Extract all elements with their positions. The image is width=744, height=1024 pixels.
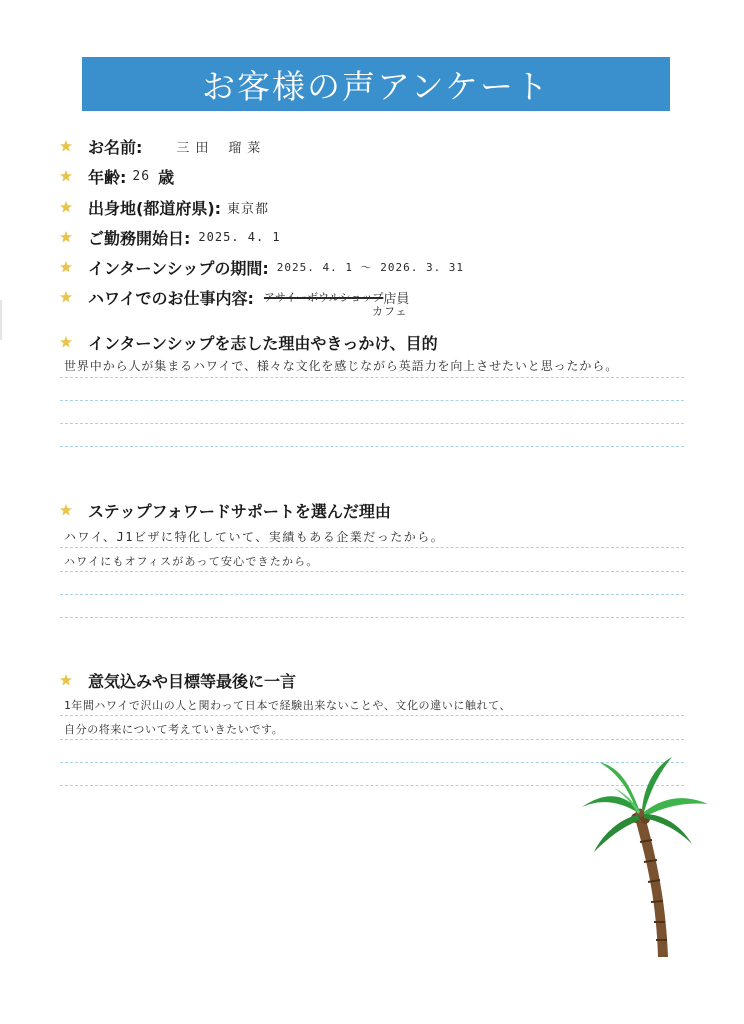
- ruled-line: [60, 446, 684, 447]
- section-message-heading: [60, 667, 296, 693]
- field-age-label: 年齢:: [88, 167, 127, 187]
- field-hometown: [60, 194, 269, 220]
- ruled-line: [60, 617, 684, 618]
- field-name-value: 三田 瑠菜: [176, 140, 267, 156]
- ruled-line: [60, 400, 684, 401]
- section-company-answer-2: ハワイにもオフィスがあって安心できたから。: [64, 555, 319, 568]
- field-period-label: インターンシップの期間:: [88, 258, 269, 278]
- ruled-line: [60, 423, 684, 424]
- section-reason-title: インターンシップを志した理由やきっかけ、目的: [88, 333, 438, 353]
- title-banner: [82, 57, 670, 111]
- field-name: [60, 133, 266, 159]
- field-hometown-label: 出身地(都道府県):: [88, 198, 222, 218]
- star-icon: [60, 674, 72, 686]
- star-icon: [60, 201, 72, 213]
- field-hometown-value: 東京都: [227, 201, 270, 217]
- field-job-struck-value: アサイーボウルショップ: [263, 291, 384, 304]
- star-icon: [60, 140, 72, 152]
- field-age: [60, 163, 174, 189]
- palm-tree-icon: [574, 752, 714, 962]
- section-message-answer-1: 1年間ハワイで沢山の人と関わって日本で経験出来ないことや、文化の違いに触れて、: [64, 699, 512, 712]
- field-job-correction: カフェ: [372, 305, 408, 318]
- field-start-date-value: 2025. 4. 1: [198, 230, 281, 244]
- field-job-label: ハワイでのお仕事内容:: [88, 288, 254, 308]
- field-start-date-label: ご勤務開始日:: [88, 228, 191, 248]
- field-period-value: 2025. 4. 1 〜 2026. 3. 31: [276, 261, 465, 274]
- star-icon: [60, 170, 72, 182]
- ruled-line: [60, 715, 684, 716]
- star-icon: [60, 336, 72, 348]
- section-company-title: ステップフォワードサポートを選んだ理由: [88, 501, 391, 521]
- star-icon: [60, 261, 72, 273]
- field-age-unit: 歳: [158, 167, 175, 187]
- section-reason-heading: [60, 329, 438, 355]
- ruled-line: [60, 739, 684, 740]
- ruled-line: [60, 377, 684, 378]
- field-start-date: [60, 224, 281, 250]
- star-icon: [60, 291, 72, 303]
- ruled-line: [60, 571, 684, 572]
- field-period: [60, 254, 464, 280]
- star-icon: [60, 231, 72, 243]
- ruled-line: [60, 594, 684, 595]
- section-company-heading: [60, 497, 391, 523]
- page-title: お客様の声アンケート: [201, 66, 551, 106]
- field-name-label: お名前:: [88, 137, 143, 157]
- ruled-line: [60, 547, 684, 548]
- field-job: [60, 284, 409, 310]
- scan-edge-mark: [0, 300, 2, 340]
- section-message-answer-2: 自分の将来について考えていきたいです。: [64, 723, 284, 736]
- star-icon: [60, 504, 72, 516]
- section-reason-answer-1: 世界中から人が集まるハワイで、様々な文化を感じながら英語力を向上させたいと思ったから。: [64, 359, 619, 373]
- section-message-title: 意気込みや目標等最後に一言: [88, 671, 297, 691]
- section-company-answer-1: ハワイ、J1ビザに特化していて、実績もある企業だったから。: [64, 530, 445, 544]
- field-age-value: 26: [132, 168, 151, 184]
- field-job-suffix: 店員: [383, 291, 410, 307]
